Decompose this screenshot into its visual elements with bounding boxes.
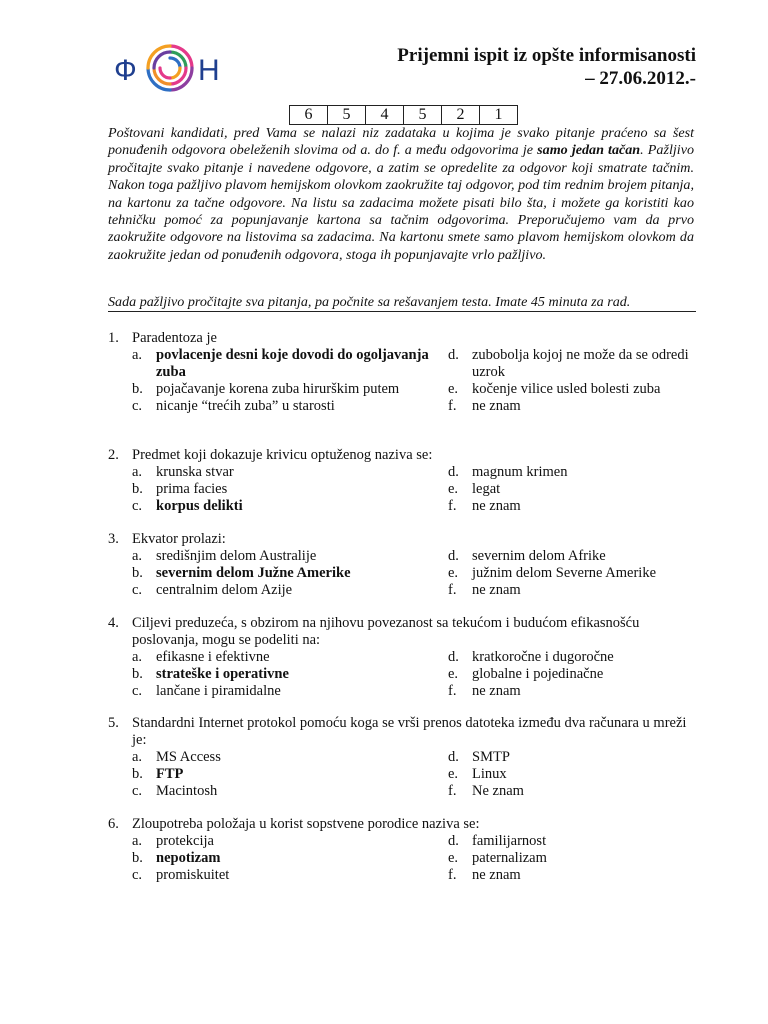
question-number: 2.	[108, 447, 119, 463]
option-text: nicanje “trećih zuba” u starosti	[156, 398, 335, 414]
answer-option	[448, 649, 698, 666]
option-text: promiskuitet	[156, 867, 230, 883]
answer-option	[132, 582, 432, 599]
answer-option	[132, 783, 432, 800]
option-letter: e.	[448, 766, 459, 782]
option-text: povlacenje desni koje dovodi do ogoljavanja zuba	[156, 347, 429, 380]
option-text: strateške i operativne	[156, 666, 289, 682]
question-number: 5.	[108, 715, 119, 731]
option-text: paternalizam	[472, 850, 547, 866]
option-letter: b.	[132, 766, 143, 782]
option-text: ne znam	[472, 582, 521, 598]
answer-option	[132, 565, 432, 582]
option-letter: c.	[132, 683, 143, 699]
answer-option	[448, 347, 698, 381]
option-text: pojačavanje korena zuba hirurškim putem	[156, 381, 400, 397]
option-text: MS Access	[156, 749, 221, 765]
option-letter: e.	[448, 666, 459, 682]
option-text: kočenje vilice usled bolesti zuba	[472, 381, 661, 397]
exam-title-line1: Prijemni ispit iz opšte informisanosti	[397, 45, 696, 66]
option-letter: a.	[132, 833, 143, 849]
answer-option	[132, 381, 432, 398]
question-header	[108, 615, 698, 649]
answer-option	[448, 398, 698, 415]
option-letter: c.	[132, 398, 143, 414]
answer-option	[132, 666, 432, 683]
option-letter: b.	[132, 381, 143, 397]
intro-paragraph	[108, 125, 694, 264]
question-4	[108, 615, 698, 699]
option-letter: a.	[132, 548, 143, 564]
option-text: globalne i pojedinačne	[472, 666, 604, 682]
question-header	[108, 715, 698, 749]
option-text: kratkoročne i dugoročne	[472, 649, 614, 665]
question-text: Zloupotreba položaja u korist sopstvene porodice naziva se:	[132, 816, 480, 832]
answer-option	[132, 398, 432, 415]
option-letter: f.	[448, 398, 457, 414]
option-letter: d.	[448, 464, 459, 480]
options-column-right	[448, 649, 698, 700]
option-letter: d.	[448, 749, 459, 765]
question-number: 1.	[108, 330, 119, 346]
intro-text-part1: Poštovani kandidati, pred Vama se nalazi niz zadataka u kojima je svako pitanje praćeno sa šest ponuđenih odgovora obeleženih slovima od a. do f. a među odgovorima je	[108, 125, 694, 159]
question-3	[108, 531, 698, 598]
fon-logo-graphic	[114, 40, 226, 96]
option-text: efikasne i efektivne	[156, 649, 270, 665]
code-digit: 1	[479, 105, 518, 125]
intro-emphasis: samo jedan tačan	[537, 142, 641, 159]
answer-option	[132, 548, 432, 565]
question-header	[108, 330, 698, 347]
answer-option	[132, 347, 432, 381]
question-header	[108, 816, 698, 833]
code-digit: 5	[403, 105, 442, 125]
instruction-line: Sada pažljivo pročitajte sva pitanja, pa počnite sa rešavanjem testa. Imate 45 minuta za rad.	[108, 294, 631, 310]
option-letter: f.	[448, 498, 457, 514]
option-text: ne znam	[472, 683, 521, 699]
option-letter: f.	[448, 783, 457, 799]
option-text: lančane i piramidalne	[156, 683, 281, 699]
option-letter: b.	[132, 565, 143, 581]
exam-title-date: – 27.06.2012.-	[585, 68, 696, 89]
option-text: središnjim delom Australije	[156, 548, 317, 564]
code-digit: 5	[327, 105, 366, 125]
options-column-right	[448, 749, 698, 800]
option-text: Linux	[472, 766, 507, 782]
question-text: Predmet koji dokazuje krivicu optuženog naziva se:	[132, 447, 433, 463]
question-number: 3.	[108, 531, 119, 547]
code-digit: 2	[441, 105, 480, 125]
question-text: Ciljevi preduzeća, s obzirom na njihovu povezanost sa tekućom i budućom efikasnošću poslovanja, mogu se podeliti na:	[132, 615, 640, 648]
option-text: Ne znam	[472, 783, 524, 799]
option-text: nepotizam	[156, 850, 221, 866]
option-letter: d.	[448, 347, 459, 363]
option-letter: e.	[448, 481, 459, 497]
option-text: severnim delom Afrike	[472, 548, 606, 564]
answer-option	[448, 766, 698, 783]
option-text: FTP	[156, 766, 184, 782]
answer-option	[448, 666, 698, 683]
option-text: korpus delikti	[156, 498, 243, 514]
answer-option	[132, 850, 432, 867]
answer-option	[132, 683, 432, 700]
option-letter: e.	[448, 381, 459, 397]
option-text: legat	[472, 481, 501, 497]
option-text: familijarnost	[472, 833, 547, 849]
answer-option	[132, 867, 432, 884]
answer-option	[448, 481, 698, 498]
options-column-left	[132, 833, 432, 884]
option-letter: f.	[448, 582, 457, 598]
answer-option	[132, 766, 432, 783]
option-letter: c.	[132, 783, 143, 799]
answer-option	[448, 565, 698, 582]
option-letter: d.	[448, 548, 459, 564]
question-1	[108, 330, 698, 414]
question-text: Ekvator prolazi:	[132, 531, 226, 547]
option-letter: a.	[132, 347, 143, 363]
options-column-right	[448, 833, 698, 884]
option-letter: c.	[132, 498, 143, 514]
question-header	[108, 447, 698, 464]
logo-rings-icon	[148, 46, 192, 90]
option-letter: c.	[132, 867, 143, 883]
option-letter: f.	[448, 683, 457, 699]
options-column-right	[448, 548, 698, 599]
option-text: južnim delom Severne Amerike	[472, 565, 657, 581]
options-column-left	[132, 649, 432, 700]
option-letter: c.	[132, 582, 143, 598]
options-column-left	[132, 749, 432, 800]
test-code-boxes	[290, 105, 518, 125]
option-text: severnim delom Južne Amerike	[156, 565, 351, 581]
option-text: prima facies	[156, 481, 228, 497]
question-6	[108, 816, 698, 883]
answer-option	[132, 833, 432, 850]
option-text: centralnim delom Azije	[156, 582, 293, 598]
options-column-right	[448, 464, 698, 515]
option-text: krunska stvar	[156, 464, 234, 480]
answer-option	[448, 867, 698, 884]
option-text: zubobolja kojoj ne može da se odredi uzrok	[472, 347, 689, 380]
option-text: Macintosh	[156, 783, 218, 799]
answer-option	[448, 381, 698, 398]
option-text: SMTP	[472, 749, 510, 765]
divider-line	[108, 311, 696, 312]
answer-option	[448, 850, 698, 867]
option-letter: b.	[132, 850, 143, 866]
logo-letter-n: Н	[198, 54, 220, 87]
fon-logo	[114, 40, 226, 96]
answer-option	[132, 498, 432, 515]
question-text: Paradentoza je	[132, 330, 217, 346]
answer-option	[132, 749, 432, 766]
question-2	[108, 447, 698, 514]
option-text: ne znam	[472, 498, 521, 514]
option-text: ne znam	[472, 867, 521, 883]
question-text: Standardni Internet protokol pomoću koga se vrši prenos datoteka između dva računara u mreži je:	[132, 715, 687, 748]
answer-option	[448, 582, 698, 599]
options-column-right	[448, 347, 698, 415]
option-text: magnum krimen	[472, 464, 568, 480]
answer-option	[448, 464, 698, 481]
exam-title	[397, 44, 696, 90]
option-letter: a.	[132, 749, 143, 765]
answer-option	[448, 548, 698, 565]
code-digit: 6	[289, 105, 328, 125]
option-letter: a.	[132, 464, 143, 480]
options-column-left	[132, 548, 432, 599]
options-column-left	[132, 464, 432, 515]
question-number: 4.	[108, 615, 119, 631]
option-text: protekcija	[156, 833, 214, 849]
options-column-left	[132, 347, 432, 415]
answer-option	[132, 649, 432, 666]
answer-option	[448, 783, 698, 800]
answer-option	[132, 464, 432, 481]
answer-option	[448, 498, 698, 515]
intro-text-part2: . Pažljivo pročitajte svako pitanje i navedene odgovore, a zatim se opredelite za odgovor koji smatrate tačnim. Nakon toga pažljivo plavom hemijskom olovkom zaokružite taj odgovor, pod tim rednim brojem pitanja, na kartonu za tačne odgovore. Na listu sa zadacima možete pisati bilo šta, i možete ga koristiti kao tehničku pomoć za popunjavanje kartona sa tačnim odgovorima. Preporučujemo vam da prvo zaokružite odgovore na listovima sa zadacima. Na kartonu smete samo plavom hemijskom olovkom da zaokružite jedan od ponuđenih odgovora, stoga ih popunjavajte vrlo pažljivo.	[108, 142, 694, 263]
question-5	[108, 715, 698, 799]
question-header	[108, 531, 698, 548]
option-letter: b.	[132, 481, 143, 497]
option-letter: e.	[448, 565, 459, 581]
option-letter: f.	[448, 867, 457, 883]
answer-option	[448, 833, 698, 850]
answer-option	[448, 749, 698, 766]
answer-option	[448, 683, 698, 700]
code-digit: 4	[365, 105, 404, 125]
answer-option	[132, 481, 432, 498]
question-number: 6.	[108, 816, 119, 832]
option-text: ne znam	[472, 398, 521, 414]
option-letter: d.	[448, 649, 459, 665]
option-letter: e.	[448, 850, 459, 866]
option-letter: a.	[132, 649, 143, 665]
logo-letter-f: Ф	[114, 54, 137, 87]
option-letter: b.	[132, 666, 143, 682]
option-letter: d.	[448, 833, 459, 849]
